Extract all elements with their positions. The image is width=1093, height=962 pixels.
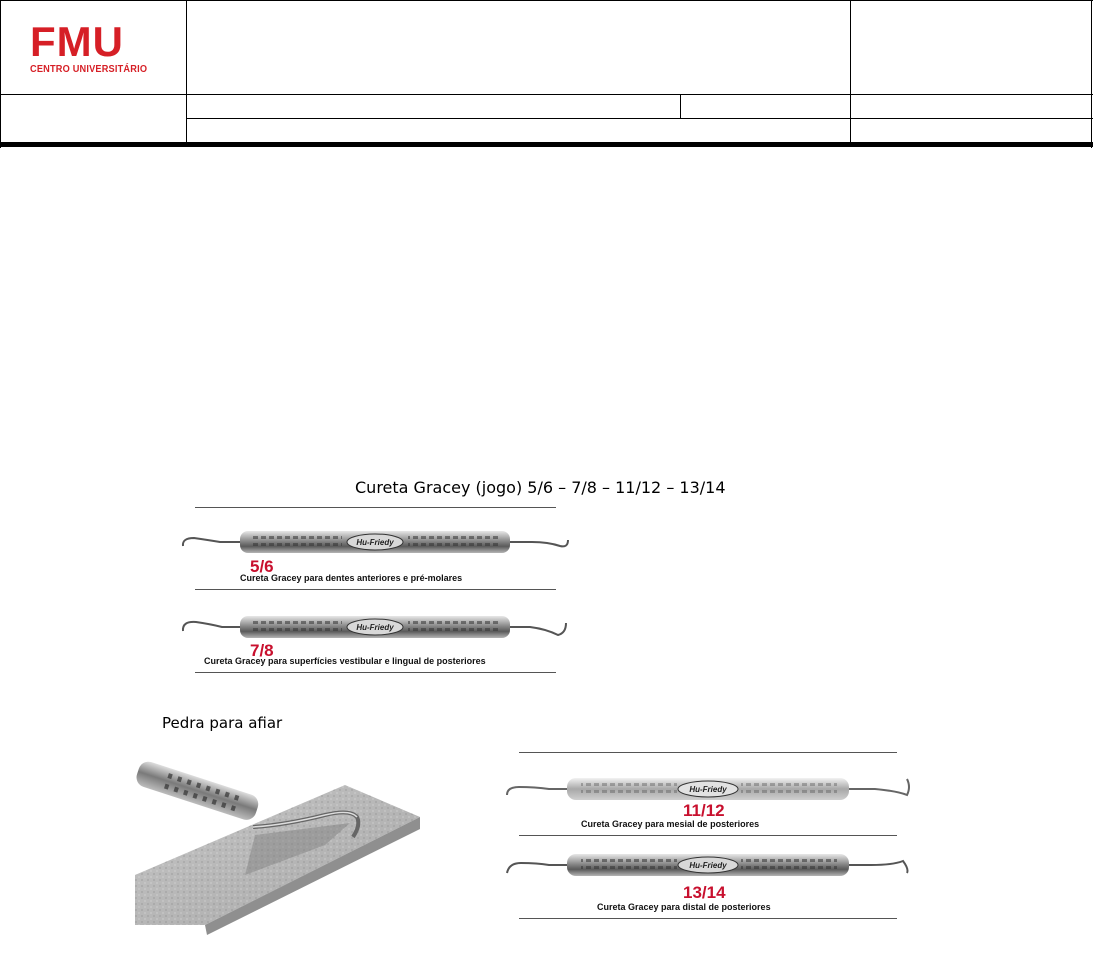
curette-7-8-image	[180, 605, 575, 645]
brand-label: Hu-Friedy	[356, 623, 394, 632]
instrument-caption: Cureta Gracey para superfícies vestibular e lingual de posteriores	[204, 656, 486, 666]
instrument-number: 5/6	[250, 557, 274, 576]
brand-label: Hu-Friedy	[689, 861, 727, 870]
instrument-panel-top	[180, 500, 575, 680]
document-header	[0, 0, 1093, 148]
instrument-panel-bottom	[505, 745, 915, 925]
brand-label: Hu-Friedy	[689, 785, 727, 794]
instrument-caption: Cureta Gracey para dentes anteriores e pré-molares	[240, 573, 463, 583]
fmu-logo	[30, 18, 170, 75]
sharpening-stone-image	[135, 765, 425, 935]
page-title: Cureta Gracey (jogo) 5/6 – 7/8 – 11/12 – 13/14	[355, 478, 726, 497]
curette-5-6-image	[180, 520, 575, 560]
curette-13-14-image	[505, 843, 915, 883]
stone-title: Pedra para afiar	[162, 714, 283, 732]
logo-subtitle: CENTRO UNIVERSITÁRIO	[30, 64, 148, 75]
instrument-caption: Cureta Gracey para distal de posteriores	[597, 902, 771, 912]
instrument-caption: Cureta Gracey para mesial de posteriores	[581, 819, 760, 829]
brand-label: Hu-Friedy	[356, 538, 394, 547]
logo-text: FMU	[30, 18, 124, 65]
instrument-number: 11/12	[683, 801, 725, 820]
instrument-number: 7/8	[250, 641, 274, 660]
instrument-number: 13/14	[683, 883, 726, 902]
